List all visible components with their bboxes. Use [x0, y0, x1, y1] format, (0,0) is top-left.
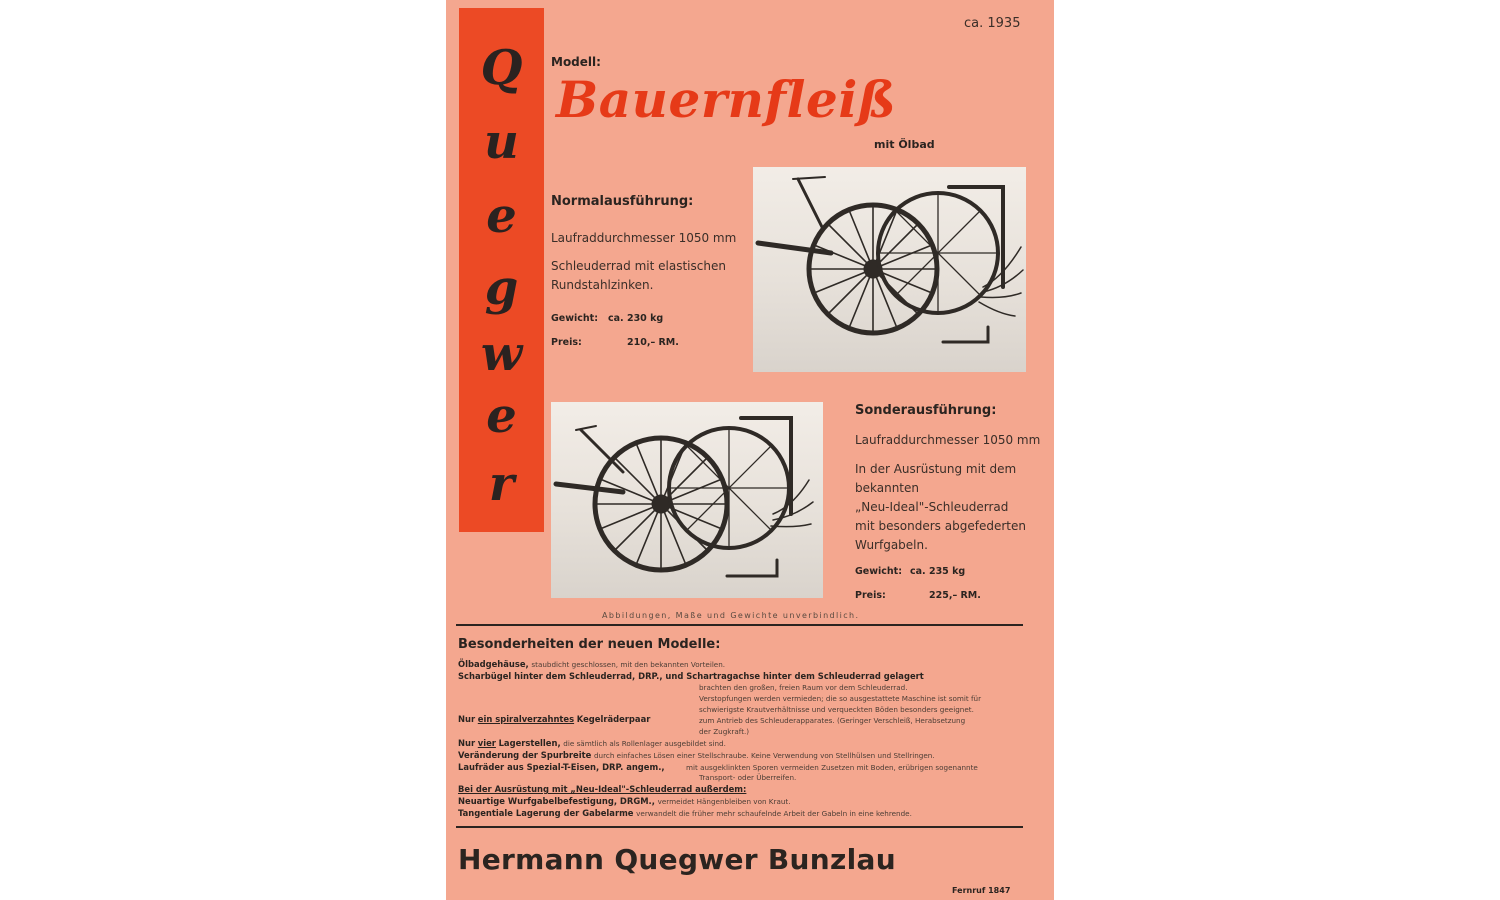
sonder-price-label: Preis: — [855, 590, 886, 601]
normal-price-label: Preis: — [551, 337, 582, 348]
feature-line: Nur ein spiralverzahntes Kegelräderpaar — [458, 714, 651, 724]
feature-line: Bei der Ausrüstung mit „Neu-Ideal"-Schleuderrad außerdem: — [458, 784, 747, 794]
feature-line: Nur vier Lagerstellen, die sämtlich als Rollenlager ausgebildet sind. — [458, 738, 726, 748]
sonder-price-value: 225,– RM. — [929, 590, 981, 601]
feature-detail: schwierigste Krautverhältnisse und verqueckten Böden besonders geeignet. — [699, 705, 974, 714]
feature-detail: Verstopfungen werden vermieden; die so ausgestattete Maschine ist somit für — [699, 694, 982, 703]
feature-detail: mit ausgeklinkten Sporen vermeiden Zusetzen mit Boden, erübrigen sogenannte — [686, 763, 978, 772]
sonder-heading: Sonderausführung: — [855, 403, 997, 418]
sonder-weight-label: Gewicht: — [855, 566, 903, 577]
feature-detail: brachten den großen, freien Raum vor dem Schleuderrad. — [699, 683, 908, 692]
sonder-desc-line: bekannten — [855, 481, 919, 495]
normal-desc-line: Rundstahlzinken. — [551, 278, 654, 292]
brand-letter: Q — [480, 40, 523, 96]
model-title: Bauernfleiß — [556, 70, 897, 129]
normal-heading: Normalausführung: — [551, 194, 694, 209]
modell-label: Modell: — [551, 55, 601, 69]
sonder-desc-line: In der Ausrüstung mit dem — [855, 462, 1017, 476]
hay-rake-photo-normal — [753, 167, 1026, 372]
advertisement-sheet — [446, 0, 1054, 900]
feature-line: Neuartige Wurfgabelbefestigung, DRGM., vermeidet Hängenbleiben von Kraut. — [458, 796, 791, 806]
brand-letter: u — [484, 114, 519, 170]
sonder-desc-line: mit besonders abgefederten — [855, 519, 1026, 533]
model-subtitle: mit Ölbad — [874, 138, 935, 151]
disclaimer-caption: Abbildungen, Maße und Gewichte unverbindlich. — [602, 611, 860, 620]
brand-letter: g — [484, 260, 519, 316]
normal-weight-value: ca. 230 kg — [608, 313, 664, 324]
date-note: ca. 1935 — [964, 16, 1021, 31]
hay-rake-photo-sonder — [551, 402, 823, 598]
normal-desc-line: Schleuderrad mit elastischen — [551, 259, 726, 273]
feature-line: Scharbügel hinter dem Schleuderrad, DRP., und Schartragachse hinter dem Schleuderrad gelagert — [458, 671, 924, 681]
sonder-wheel-diameter: Laufraddurchmesser 1050 mm — [855, 433, 1041, 447]
brand-letter: w — [480, 326, 523, 382]
brand-bar — [459, 8, 544, 532]
company-name: Hermann Quegwer Bunzlau — [458, 843, 896, 876]
normal-price-value: 210,– RM. — [627, 337, 679, 348]
brand-letter: r — [488, 456, 515, 512]
features-title: Besonderheiten der neuen Modelle: — [458, 637, 721, 652]
phone-number: Fernruf 1847 — [952, 886, 1011, 895]
feature-line: Laufräder aus Spezial-T-Eisen, DRP. angem., — [458, 762, 665, 772]
feature-detail: der Zugkraft.) — [699, 727, 750, 736]
sonder-desc-line: „Neu-Ideal"-Schleuderrad — [855, 500, 1009, 514]
divider — [456, 826, 1023, 828]
sonder-desc-line: Wurfgabeln. — [855, 538, 928, 552]
feature-detail: Transport- oder Überreifen. — [699, 773, 797, 782]
normal-weight-label: Gewicht: — [551, 313, 599, 324]
feature-detail: zum Antrieb des Schleuderapparates. (Geringer Verschleiß, Herabsetzung — [699, 716, 966, 725]
normal-wheel-diameter: Laufraddurchmesser 1050 mm — [551, 231, 737, 245]
divider — [456, 624, 1023, 626]
brand-letter: e — [486, 388, 517, 444]
sonder-weight-value: ca. 235 kg — [910, 566, 966, 577]
feature-line: Tangentiale Lagerung der Gabelarme verwandelt die früher mehr schaufelnde Arbeit der Gabeln in eine kehrende. — [458, 808, 912, 818]
brand-letter: e — [486, 188, 517, 244]
feature-line: Ölbadgehäuse, staubdicht geschlossen, mit den bekannten Vorteilen. — [458, 659, 726, 669]
feature-line: Veränderung der Spurbreite durch einfaches Lösen einer Stellschraube. Keine Verwendung von Stellhülsen und Stellringen. — [458, 750, 935, 760]
